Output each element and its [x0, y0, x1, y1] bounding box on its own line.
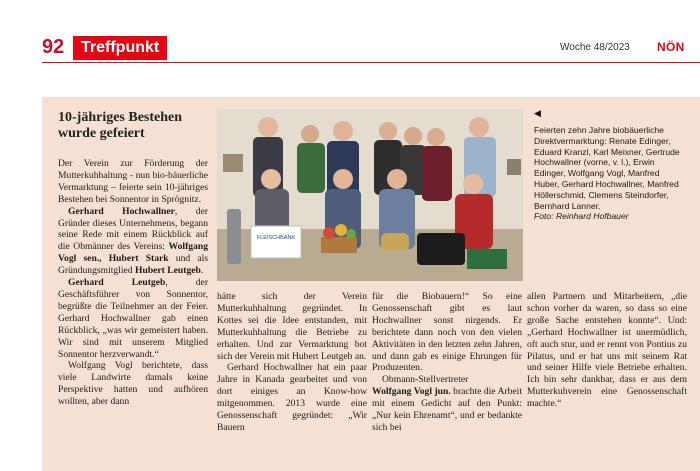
- caption-text: Feierten zehn Jahre biobäuerliche Direktvermarktung: Renate Edinger, Eduard Kranzl, Karl Meixner, Gertrude Hochwallner (vorne, v. l.), Erwin Edinger, Wolfgang Vogl, Manfred Huber, Gerhard Hochwallner, Manfred Höllerschmid, Clemens Steindorfer, Bernhard Lanner.: [534, 125, 680, 211]
- publication-logo: NÖN: [657, 40, 685, 54]
- article-column-1: [58, 158, 208, 408]
- paragraph: Wolfgang Vogl berichtete, dass viele Landwirte damals keine Perspektive hatten und aufhören wollten, aber dann: [58, 360, 208, 408]
- person-name: Hubert Leutgeb: [135, 265, 201, 277]
- page-header: [0, 0, 700, 66]
- text: und als Gründungsmitglied: [58, 253, 208, 277]
- article-column-3: [372, 291, 522, 434]
- person-name: Gerhard Leutgeb: [68, 277, 166, 289]
- headline-line-1: 10-jähriges Bestehen: [58, 110, 183, 125]
- paragraph: für die Biobauern!“ So eine Genossenschaft gibt es laut Hochwallner sonst nirgends. Er berichtete dann noch von den vielen Aktivitäten in den letzten zehn Jahren, und dann gab es einige Ehrungen für Produzenten.: [372, 291, 522, 374]
- paragraph: [372, 386, 522, 434]
- caption-arrow-icon: ◀: [534, 108, 541, 118]
- page-number: 92: [42, 36, 65, 58]
- article-headline: [58, 110, 208, 142]
- person-name: Wolfgang Vogl jun.: [372, 386, 451, 398]
- paragraph: Obmann-Stellvertreter: [382, 374, 469, 386]
- text: brachte die Arbeit mit einem Gedicht auf den Punkt: „Nur kein Ehrenamt“, und er bedankte sich bei: [372, 386, 522, 433]
- paragraph: Gerhard Hochwallner, der Gründer dieses Unternehmens, begann seine Rede mit einem Rückblick auf die Obmänner des Vereins: Wolfgang Vogl sen., Hubert Stark und als Gründungsmitglied Hubert Leutgeb.: [58, 205, 208, 277]
- headline-line-2: wurde gefeiert: [58, 126, 145, 141]
- text: , der Gründer dieses Unternehmens, begann seine Rede mit einem Rückblick auf die Obmänner des Vereins:: [58, 205, 208, 253]
- person-name: Wolfgang Vogl sen., Hubert Stark: [58, 241, 208, 265]
- header-rule: [42, 62, 700, 63]
- article-column-2: [217, 291, 367, 434]
- person-name: Gerhard Hochwallner: [68, 205, 175, 217]
- issue-label: Woche 48/2023: [560, 42, 630, 53]
- article-column-4: [527, 291, 687, 410]
- paragraph: hätte sich der Verein Mutterkuhhaltung gegründet. In Kottes sei die Idee entstanden, mit Mutterkuhhaltung die Betriebe zu erhalten. Und zur Vermarktung bot sich der Verein mit Hubert Leutgeb an.: [217, 291, 367, 362]
- group-photo: [217, 109, 523, 281]
- section-label: Treffpunkt: [73, 36, 167, 60]
- photo-illustration: [217, 109, 523, 281]
- paragraph: allen Partnern und Mitarbeitern, „die schon vorher da waren, so dass so eine große Sache entstehen konnte“. Und: „Gerhard Hochwallner ist unermüdlich, oft auch stur, und er rennt von Pontius zu Pilatus, und er hat uns mit seinem Rat und seiner Hilfe viele Betriebe erhalten. Ich bin sehr dankbar, dass er aus dem Mutterkuhverein eine Genossenschaft machte.“: [527, 291, 687, 410]
- photo-credit: Foto: Reinhard Hofbauer: [534, 211, 629, 222]
- paragraph: Gerhard Hochwallner hat ein paar Jahre in Kanada gearbeitet und von dort einiges an Know-how mitgenommen. 2013 wurde eine Genossenschaft gegründet: „Wir Bauern: [217, 362, 367, 433]
- paragraph: [58, 277, 208, 360]
- sign-text: FLEISCHBANK: [256, 235, 296, 241]
- text: , der Geschäftsführer von Sonnentor, begrüßte die Teilnehmer an der Feier. Gerhard Hochwallner gab einen Rückblick, „was wir gemeistert haben. Wir sind mit unserem Mitglied Sonnentor herzverwandt.“: [58, 277, 209, 360]
- photo-caption: [534, 125, 686, 222]
- paragraph: Der Verein zur Förderung der Mutterkuhhaltung - nun bio-bäuerliche Vermarktung – feierte sein 10-jähriges Bestehen bei Sonnentor in Sprögnitz.: [58, 158, 208, 205]
